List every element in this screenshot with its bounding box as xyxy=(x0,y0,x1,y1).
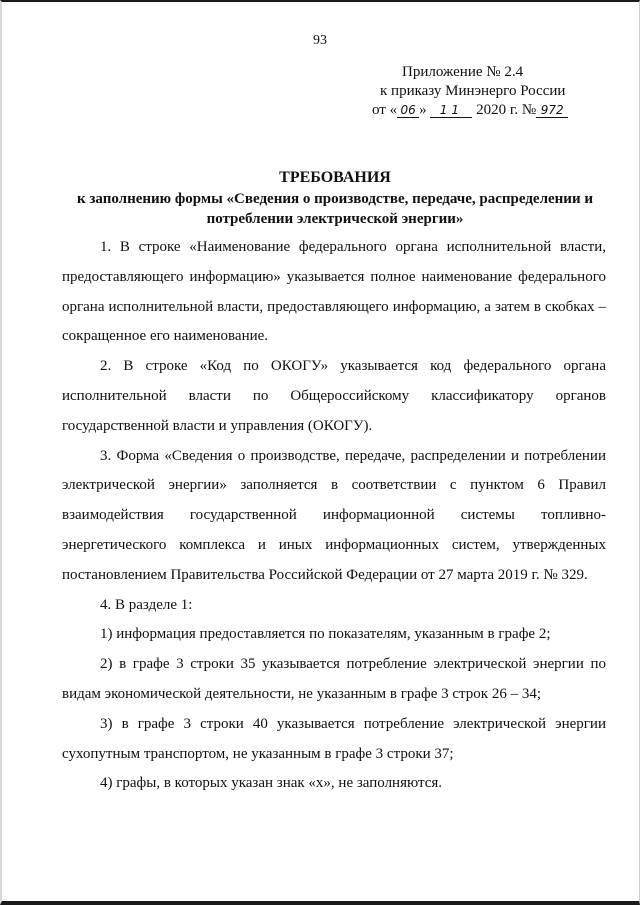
paragraph-1: 1. В строке «Наименование федерального органа исполнительной власти, предоставляющего информацию» указывается полное наименование федерального органа исполнительной власти, предоставляющего информацию, а затем в скобках – сокращенное его наименование. xyxy=(62,239,606,345)
title-subtitle-line2: потреблении электрической энергии» xyxy=(206,211,464,227)
title-subtitle-line1: к заполнению формы «Сведения о производстве, передаче, распределении и xyxy=(77,191,593,207)
appendix-title: Приложение № 2.4 xyxy=(402,64,524,80)
paragraph-3: 3. Форма «Сведения о производстве, передаче, распределении и потреблении электрической энергии» заполняется в соответствии с пунктом 6 Правил взаимодействия государственной информационной системы топливно-энергетического комплекса и иных информационных систем, утвержденных постановлением Правительства Российской Федерации от 27 марта 2019 г. № 329. xyxy=(62,447,606,583)
list-item-4-3: 3) в графе 3 строки 40 указывается потребление электрической энергии сухопутным транспортом, не указанным в графе 3 строки 37; xyxy=(62,715,606,762)
list-item-4-4: 4) графы, в которых указан знак «х», не заполняются. xyxy=(100,775,443,792)
document-body xyxy=(62,233,606,799)
handwritten-month: 11 xyxy=(430,103,472,118)
paragraph-2: 2. В строке «Код по ОКОГУ» указывается код федерального органа исполнительной власти по Общероссийскому классификатору органов государственной власти и управления (ОКОГУ). xyxy=(62,358,606,434)
date-prefix: от « xyxy=(372,102,398,118)
date-year: 2020 г. № xyxy=(476,102,537,118)
appendix-header xyxy=(372,63,572,120)
title-main: ТРЕБОВАНИЯ xyxy=(279,169,391,186)
date-mid: » xyxy=(419,102,427,118)
paragraph-4: 4. В разделе 1: xyxy=(100,596,193,613)
list-item-4-1: 1) информация предоставляется по показателям, указанным в графе 2; xyxy=(100,626,551,643)
handwritten-order-number: 972 xyxy=(536,103,568,118)
handwritten-day: 06 xyxy=(397,103,419,118)
list-item-4-2: 2) в графе 3 строки 35 указывается потребление электрической энергии по видам экономической деятельности, не указанным в графе 3 строк 26 – 34; xyxy=(62,656,606,702)
document-title xyxy=(55,168,615,229)
page-number: 93 xyxy=(313,33,327,48)
appendix-order-reference: к приказу Минэнерго России xyxy=(380,83,566,99)
appendix-date-line xyxy=(372,101,572,120)
